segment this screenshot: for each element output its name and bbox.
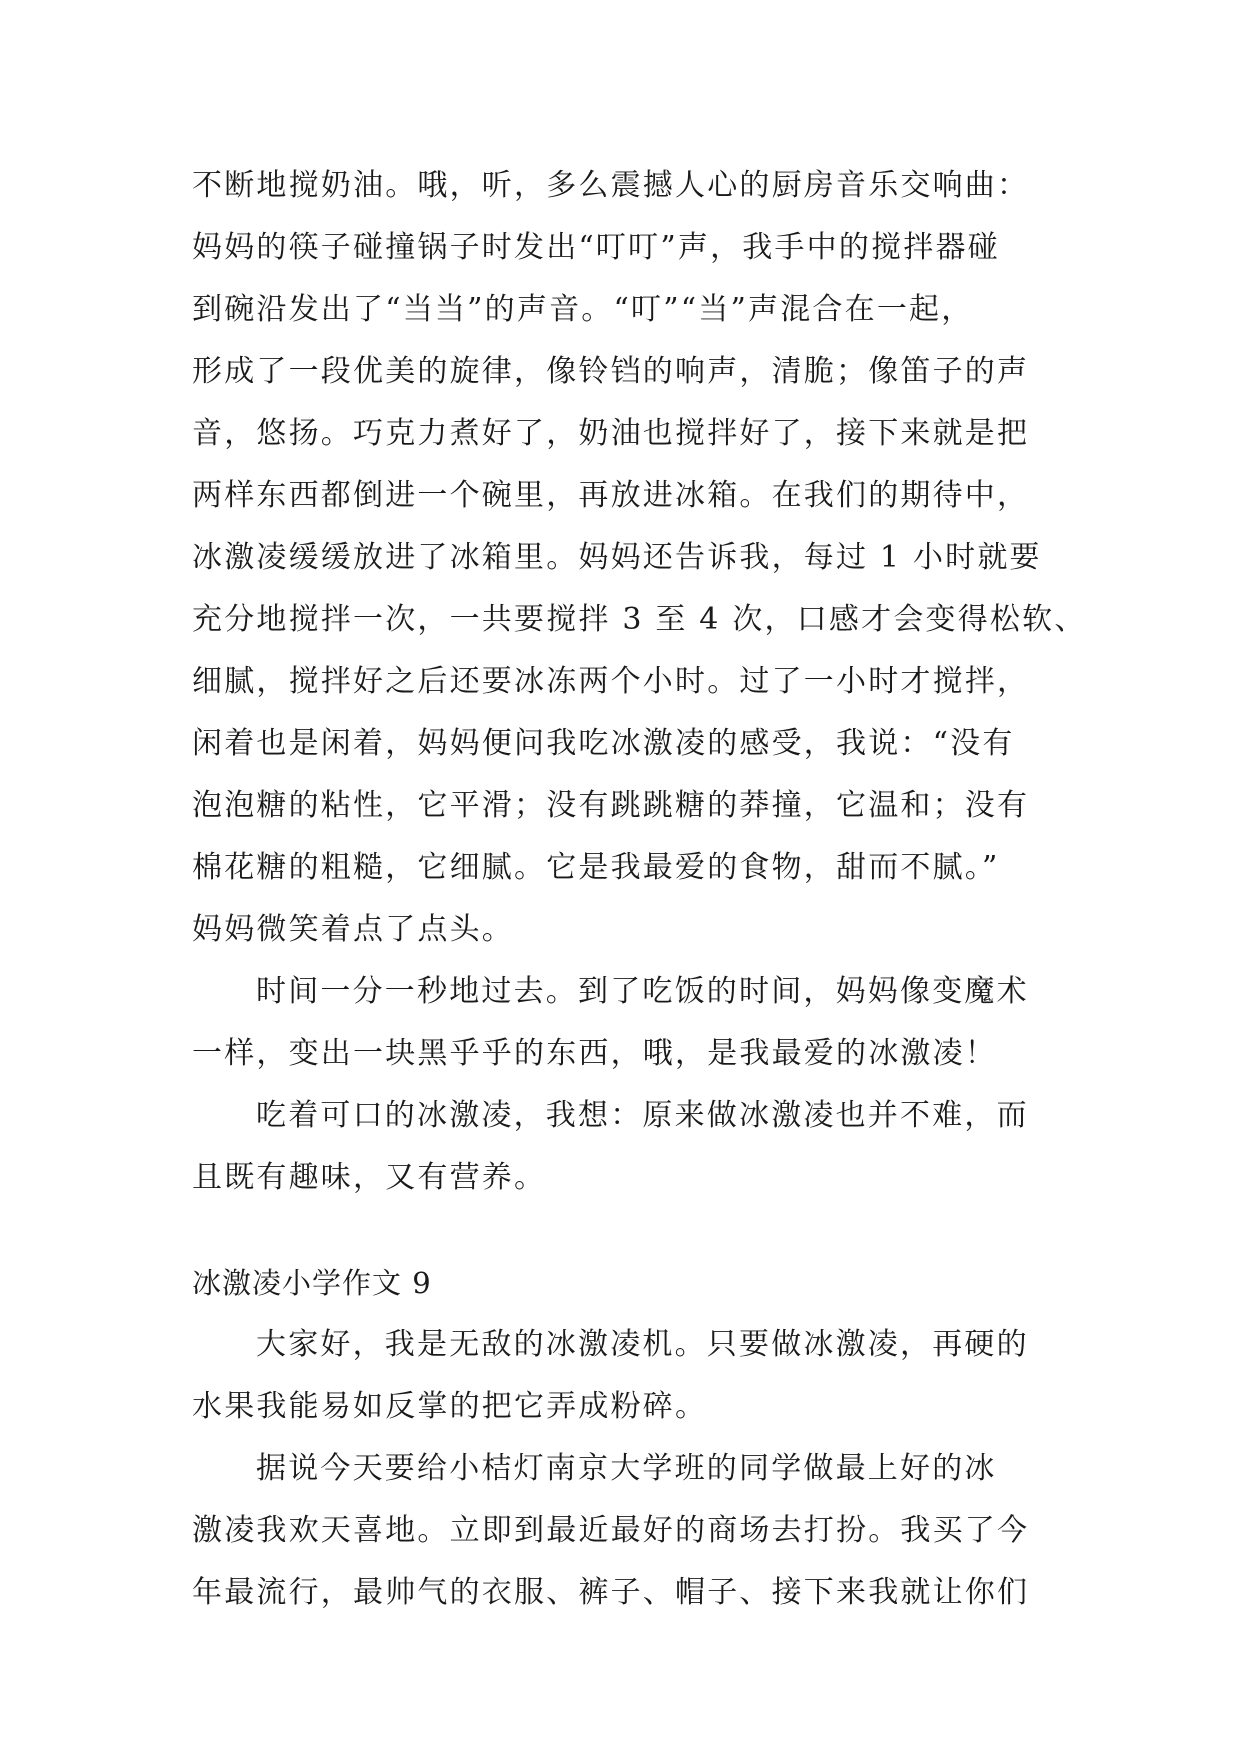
text-line: 泡泡糖的粘性，它平滑；没有跳跳糖的莽撞，它温和；没有	[192, 788, 1030, 823]
section-title: 冰激凌小学作文 9	[192, 1266, 432, 1300]
text-line: 不断地搅奶油。哦，听，多么震撼人心的厨房音乐交响曲：	[192, 168, 1030, 203]
text-line: 形成了一段优美的旋律，像铃铛的响声，清脆；像笛子的声	[192, 354, 1030, 389]
text-line: 到碗沿发出了“当当”的声音。“叮”“当”声混合在一起，	[192, 292, 974, 327]
text-line: 妈妈微笑着点了点头。	[192, 912, 514, 947]
text-line: 音，悠扬。巧克力煮好了，奶油也搅拌好了，接下来就是把	[192, 416, 1030, 451]
text-line: 冰激凌缓缓放进了冰箱里。妈妈还告诉我，每过 1 小时就要	[192, 540, 1042, 575]
text-line: 妈妈的筷子碰撞锅子时发出“叮叮”声，我手中的搅拌器碰	[192, 230, 1000, 265]
text-line: 年最流行，最帅气的衣服、裤子、帽子、接下来我就让你们	[192, 1575, 1030, 1610]
text-line: 闲着也是闲着，妈妈便问我吃冰激凌的感受，我说：“没有	[192, 726, 1015, 761]
text-line: 吃着可口的冰激凌，我想：原来做冰激凌也并不难，而	[256, 1098, 1029, 1133]
text-line: 两样东西都倒进一个碗里，再放进冰箱。在我们的期待中，	[192, 478, 1030, 513]
text-line: 且既有趣味，又有营养。	[192, 1160, 547, 1195]
text-line: 据说今天要给小桔灯南京大学班的同学做最上好的冰	[256, 1451, 997, 1486]
text-line: 大家好，我是无敌的冰激凌机。只要做冰激凌，再硬的	[256, 1327, 1029, 1362]
text-line: 一样，变出一块黑乎乎的东西，哦，是我最爱的冰激凌！	[192, 1036, 997, 1071]
text-line: 棉花糖的粗糙，它细腻。它是我最爱的食物，甜而不腻。”	[192, 850, 1000, 885]
text-line: 水果我能易如反掌的把它弄成粉碎。	[192, 1389, 708, 1424]
text-line: 充分地搅拌一次，一共要搅拌 3 至 4 次，口感才会变得松软、	[192, 602, 1087, 637]
text-line: 细腻，搅拌好之后还要冰冻两个小时。过了一小时才搅拌，	[192, 664, 1030, 699]
text-line: 时间一分一秒地过去。到了吃饭的时间，妈妈像变魔术	[256, 974, 1029, 1009]
text-line: 激凌我欢天喜地。立即到最近最好的商场去打扮。我买了今	[192, 1513, 1030, 1548]
